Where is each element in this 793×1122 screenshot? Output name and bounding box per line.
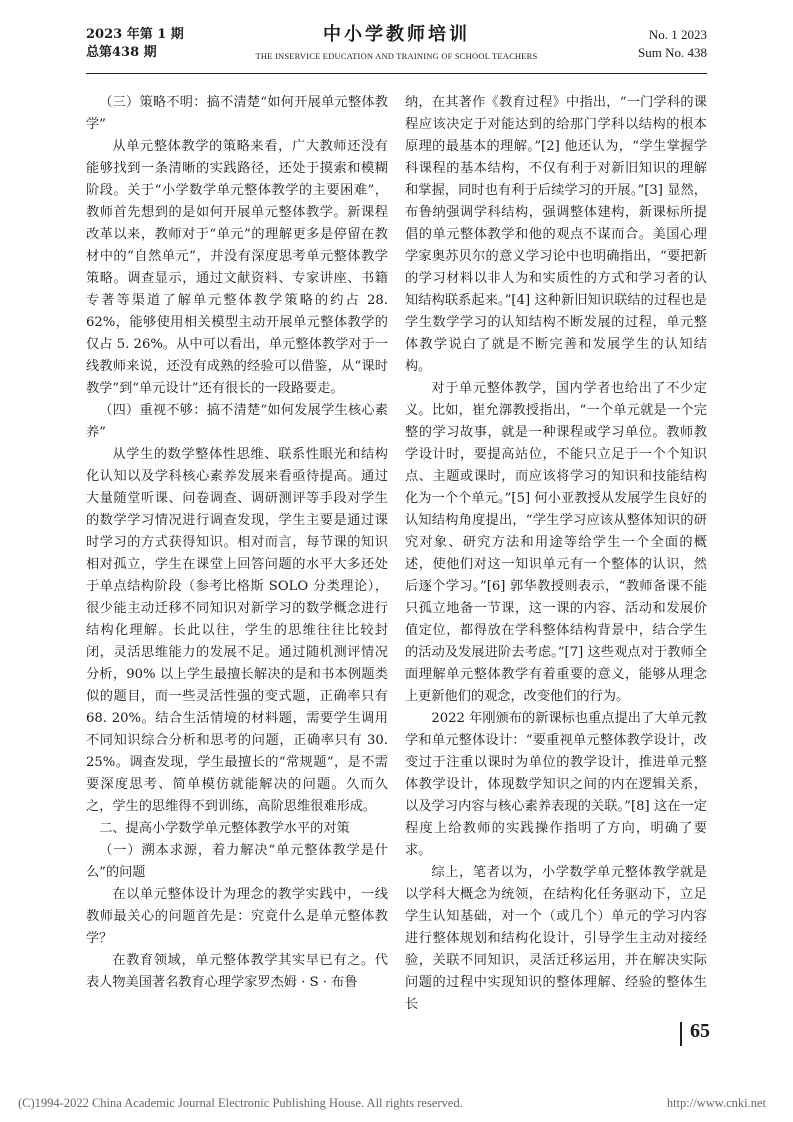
issue-total: 总第438 期 bbox=[86, 45, 157, 60]
paragraph: 对于单元整体教学，国内学者也给出了不少定义。比如，崔允漷教授指出，“一个单元就是一个完整的学习故事，就是一种课程或学习单位。教师教学设计时，要提高站位，不能只立足于一个个知识点、主题或课时，而应该将学习的知识和技能结构化为一个个单元。”[5] 何小亚教授从发展学生良好的认知结构角度提出，“学生学习应该从整体知识的研究对象、研究方法和用途等给学生一个全面的概述，使他们对这一知识单元有一个整体的认识，然后逐个学习。”[6] 郭华教授则表示，“教师备课不能只孤立地备一节课，这一课的内容、活动和发展价值定位，都得放在学科整体结构背景中，结合学生的活动及发展进阶去考虑。”[7] 这些观点对于教师全面理解单元整体教学有着重要的意义，能够从理念上更新他们的观念，改变他们的行为。 bbox=[405, 381, 707, 704]
sum-no: Sum No. 438 bbox=[638, 45, 707, 60]
paragraph: 在以单元整体设计为理念的教学实践中，一线教师最关心的问题首先是：究竟什么是单元整体教学？ bbox=[86, 887, 388, 946]
section-heading-strategy: （三）策略不明：搞不清楚“如何开展单元整体教学” bbox=[86, 95, 388, 132]
issue-year: 2023 年第 1 期 bbox=[86, 27, 184, 42]
copyright-footer bbox=[18, 1096, 778, 1111]
section-heading-attention: （四）重视不够：搞不清楚“如何发展学生核心素养” bbox=[86, 403, 388, 440]
section-heading-countermeasures: 二、提高小学数学单元整体教学水平的对策 bbox=[99, 821, 350, 836]
issue-no: No. 1 2023 bbox=[648, 27, 707, 42]
subsection-heading-origin: （一）溯本求源，着力解决“单元整体教学是什么”的问题 bbox=[86, 843, 388, 880]
page-number: 65 bbox=[690, 1020, 710, 1042]
paragraph-continued: 纳，在其著作《教育过程》中指出，“一门学科的课程应该决定于对能达到的给那门学科以结构的根本原理的最基本的理解。”[2] 他还认为，“学生掌握学科课程的基本结构，不仅有利于对新旧知识的理解和掌握，同时也有利于后续学习的开展。”[3] 显然，布鲁纳强调学科结构，强调整体建构，新课标所提倡的单元整体教学和他的观点不谋而合。美国心理学家奥苏贝尔的意义学习论中也明确指出，“要把新的学习材料以非人为和实质性的方式和学习者的认知结构联系起来。”[4] 这种新旧知识联结的过程也是学生数学学习的认知结构不断发展的过程，单元整体教学说白了就是不断完善和发展学生的认知结构。 bbox=[405, 95, 707, 374]
paragraph: 从学生的数学整体性思维、联系性眼光和结构化认知以及学科核心素养发展来看亟待提高。通过大量随堂听课、问卷调查、调研测评等手段对学生的数学学习情况进行调查发现，学生主要是通过课时学习的方式获得知识。相对而言，每节课的知识相对孤立，学生在课堂上回答问题的水平大多还处于单点结构阶段（参考比格斯 SOLO 分类理论），很少能主动迁移不同知识对新学习的数学概念进行结构化理解。长此以往，学生的思维往往比较封闭，灵活思维能力的发展不足。通过随机测评情况分析，90% 以上学生最擅长解决的是和书本例题类似的题目，而一些灵活性强的变式题，正确率只有 68. 20%。结合生活情境的材料题，需要学生调用不同知识综合分析和思考的问题，正确率只有 30. 25%。调查发现，学生最擅长的“常规题”，是不需要深度思考、简单模仿就能解决的问题。久而久之，学生的思维得不到训练，高阶思维很难形成。 bbox=[86, 447, 388, 814]
copyright-text: (C)1994-2022 China Academic Journal Electronic Publishing House. All rights reserved. bbox=[18, 1096, 463, 1110]
journal-title: 中小学教师培训 bbox=[323, 24, 470, 45]
header-divider bbox=[86, 73, 707, 74]
right-column bbox=[405, 92, 707, 1016]
left-column bbox=[86, 92, 388, 994]
website-link[interactable]: http://www.cnki.net bbox=[666, 1096, 766, 1110]
paragraph: 在教育领域，单元整体教学其实早已有之。代表人物美国著名教育心理学家罗杰姆 · S · 布鲁 bbox=[86, 953, 388, 990]
journal-english-title: THE INSERVICE EDUCATION AND TRAINING OF SCHOOL TEACHERS bbox=[255, 51, 538, 61]
paragraph: 综上，笔者以为，小学数学单元整体教学就是以学科大概念为统领，在结构化任务驱动下，立足学生认知基础，对一个（或几个）单元的学习内容进行整体规划和结构化设计，引导学生主动对接经验，关联不同知识，灵活迁移运用，并在解决实际问题的过程中实现知识的整体理解、经验的整体生长 bbox=[405, 865, 707, 1012]
paragraph: 2022 年刚颁布的新课标也重点提出了大单元教学和单元整体设计：“要重视单元整体教学设计，改变过于注重以课时为单位的教学设计，推进单元整体教学设计，体现数学知识之间的内在逻辑关系，以及学习内容与核心素养表现的关联。”[8] 这在一定程度上给教师的实践操作指明了方向，明确了要求。 bbox=[405, 711, 707, 858]
issue-number-info bbox=[638, 26, 707, 62]
page-number-bar bbox=[680, 1022, 682, 1046]
paragraph: 从单元整体教学的策略来看，广大教师还没有能够找到一条清晰的实践路径，还处于摸索和模糊阶段。关于“小学数学单元整体教学的主要困难”，教师首先想到的是如何开展单元整体教学。新课程改革以来，教师对于“单元”的理解更多是停留在教材中的“自然单元”，并没有深度思考单元整体教学策略。调查显示，通过文献资料、专家讲座、书籍专著等渠道了解单元整体教学策略的约占 28. 62%，能够使用相关模型主动开展单元整体教学的仅占 5. 26%。从中可以看出，单元整体教学对于一线教师来说，还没有成熟的经验可以借鉴，从“课时教学”到“单元设计”还有很长的一段路要走。 bbox=[86, 139, 388, 396]
